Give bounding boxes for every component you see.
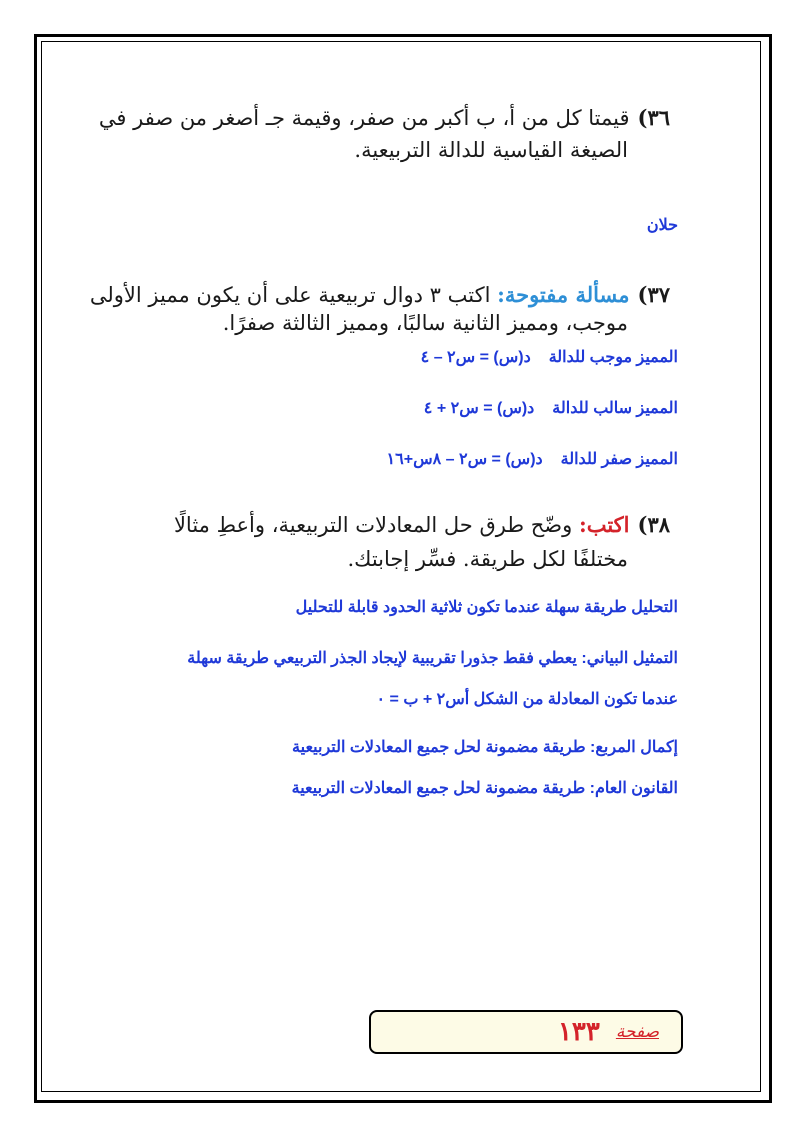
- discriminant-negative-label: المميز سالب للدالة: [552, 400, 678, 417]
- method-completing-square: إكمال المربع: طريقة مضمونة لحل جميع المعادلات التربيعية: [292, 739, 678, 756]
- method-quadratic-formula: القانون العام: طريقة مضمونة لحل جميع المعادلات التربيعية: [291, 780, 678, 797]
- question-37: [90, 282, 670, 335]
- discriminant-positive-equation: د(س) = س٢ – ٤: [420, 349, 531, 366]
- question-36-number: ٣٦): [637, 105, 670, 130]
- discriminant-negative-equation: د(س) = س٢ + ٤: [423, 400, 535, 417]
- discriminant-negative-row: [424, 398, 678, 418]
- method-factoring: التحليل طريقة سهلة عندما تكون ثلاثية الحدود قابلة للتحليل: [295, 599, 678, 616]
- discriminant-positive-row: [421, 347, 678, 367]
- question-38-line-1: ٣٨)اكتب: وضّح طرق حل المعادلات التربيعية، وأعطِ مثالًا: [173, 512, 670, 537]
- question-37-number: ٣٧): [637, 282, 670, 307]
- question-37-line-1: ٣٧)مسألة مفتوحة: اكتب ٣ دوال تربيعية على أن يكون مميز الأولى: [89, 282, 670, 307]
- page-word: صفحة: [615, 1022, 659, 1042]
- discriminant-positive-label: المميز موجب للدالة: [548, 349, 678, 366]
- method-graphing: التمثيل البياني: يعطي فقط جذورا تقريبية لإيجاد الجذر التربيعي طريقة سهلة: [187, 650, 678, 667]
- discriminant-zero-equation: د(س) = س٢ – ٨س+١٦: [386, 451, 543, 468]
- question-38: [174, 512, 670, 571]
- question-38-keyword: اكتب:: [578, 512, 630, 537]
- discriminant-zero-label: المميز صفر للدالة: [560, 451, 678, 468]
- page-number-label: [369, 1010, 683, 1054]
- method-graphing-continued: عندما تكون المعادلة من الشكل أس٢ + ب = ٠: [376, 691, 678, 708]
- discriminant-zero-row: [387, 449, 678, 469]
- question-37-keyword: مسألة مفتوحة:: [497, 282, 630, 307]
- question-36: [99, 105, 670, 162]
- question-36-line-1: ٣٦)قيمتا كل من أ، ب أكبر من صفر، وقيمة جـ أصغر من صفر في: [98, 105, 670, 130]
- question-36-line-2: الصيغة القياسية للدالة التربيعية.: [354, 138, 628, 162]
- question-38-number: ٣٨): [637, 512, 670, 537]
- question-37-line-2: موجب، ومميز الثانية سالبًا، ومميز الثالثة صفرًا.: [222, 311, 628, 335]
- question-36-answer: حلان: [646, 217, 678, 234]
- page-number: ١٣٣: [557, 1017, 600, 1047]
- question-38-line-2: مختلفًا لكل طريقة. فسِّر إجابتك.: [347, 547, 628, 571]
